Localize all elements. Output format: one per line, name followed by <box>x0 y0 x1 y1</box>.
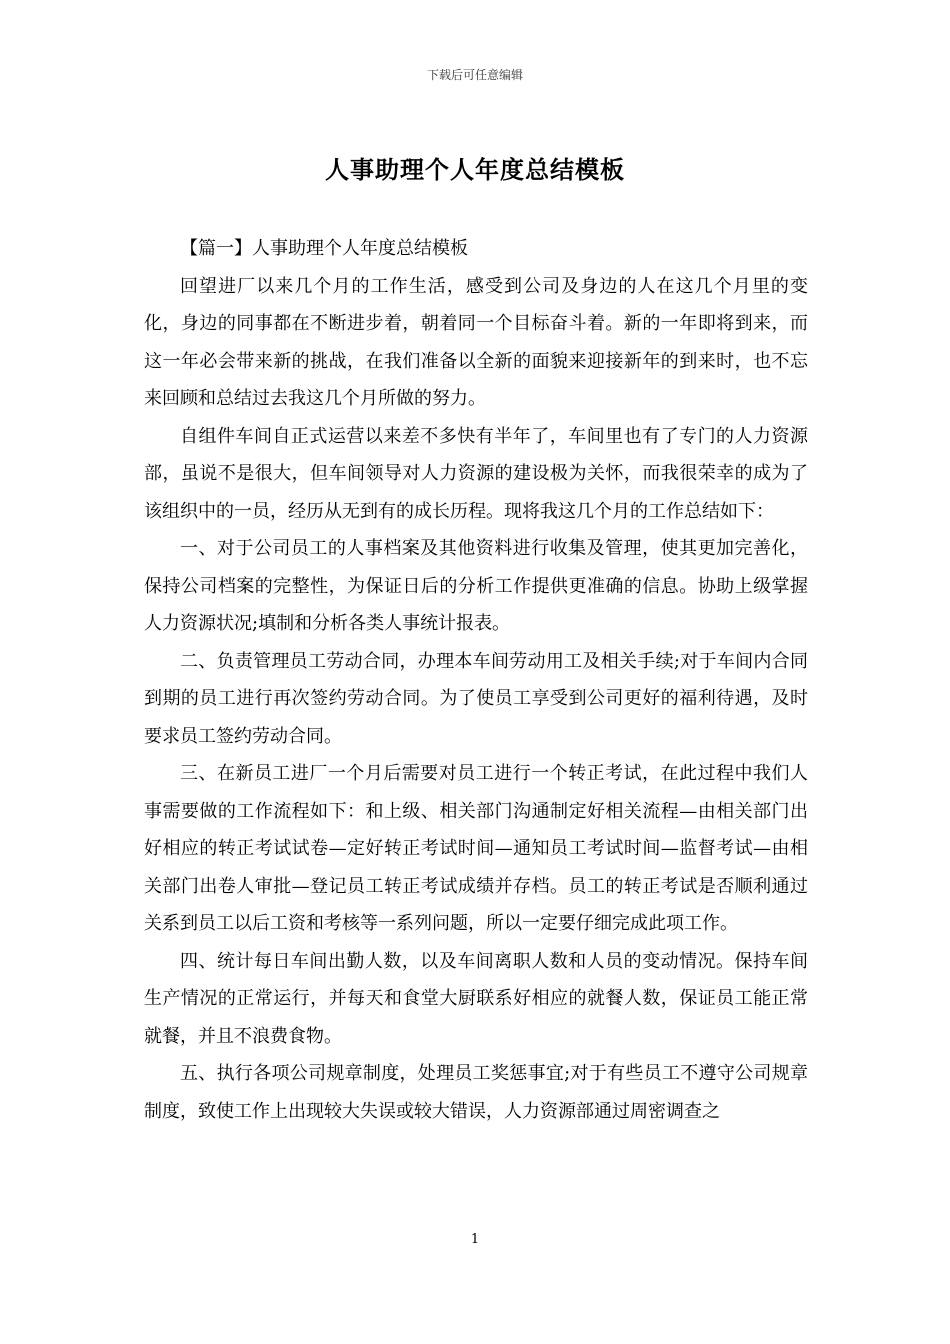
document-title: 人事助理个人年度总结模板 <box>325 155 625 184</box>
page-number: 1 <box>470 1232 480 1247</box>
section-heading: 【篇一】人事助理个人年度总结模板 <box>180 238 468 259</box>
paragraph-item-2: 二、负责管理员工劳动合同，办理本车间劳动用工及相关手续;对于车间内合同到期的员工进行再次签约劳动合同。为了使员工享受到公司更好的福利待遇，及时要求员工签约劳动合同。 <box>144 650 808 747</box>
paragraph-intro: 回望进厂以来几个月的工作生活，感受到公司及身边的人在这几个月里的变化，身边的同事都在不断进步着，朝着同一个目标奋斗着。新的一年即将到来，而这一年必会带来新的挑战，在我们准备以全新的面貌来迎接新年的到来时，也不忘来回顾和总结过去我这几个月所做的努力。 <box>144 275 808 409</box>
paragraph-item-1: 一、对于公司员工的人事档案及其他资料进行收集及管理，使其更加完善化，保持公司档案的完整性，为保证日后的分析工作提供更准确的信息。协助上级掌握人力资源状况;填制和分析各类人事统计报表。 <box>144 538 808 634</box>
document-body <box>144 230 808 1130</box>
paragraph-item-3: 三、在新员工进厂一个月后需要对员工进行一个转正考试，在此过程中我们人事需要做的工作流程如下：和上级、相关部门沟通制定好相关流程—由相关部门出好相应的转正考试试卷—定好转正考试时间—通知员工考试时间—监督考试—由相关部门出卷人审批—登记员工转正考试成绩并存档。员工的转正考试是否顺利通过关系到员工以后工资和考核等一系列问题，所以一定要仔细完成此项工作。 <box>144 763 808 934</box>
paragraph-item-4: 四、统计每日车间出勤人数，以及车间离职人数和人员的变动情况。保持车间生产情况的正常运行，并每天和食堂大厨联系好相应的就餐人数，保证员工能正常就餐，并且不浪费食物。 <box>144 950 808 1047</box>
page-header-note: 下载后可任意编辑 <box>426 68 523 82</box>
paragraph-workshop: 自组件车间自正式运营以来差不多快有半年了，车间里也有了专门的人力资源部，虽说不是很大，但车间领导对人力资源的建设极为关怀，而我很荣幸的成为了该组织中的一员，经历从无到有的成长历程。现将我这几个月的工作总结如下： <box>144 425 808 522</box>
paragraph-item-5: 五、执行各项公司规章制度，处理员工奖惩事宜;对于有些员工不遵守公司规章制度，致使工作上出现较大失误或较大错误，人力资源部通过周密调查之 <box>144 1063 808 1122</box>
